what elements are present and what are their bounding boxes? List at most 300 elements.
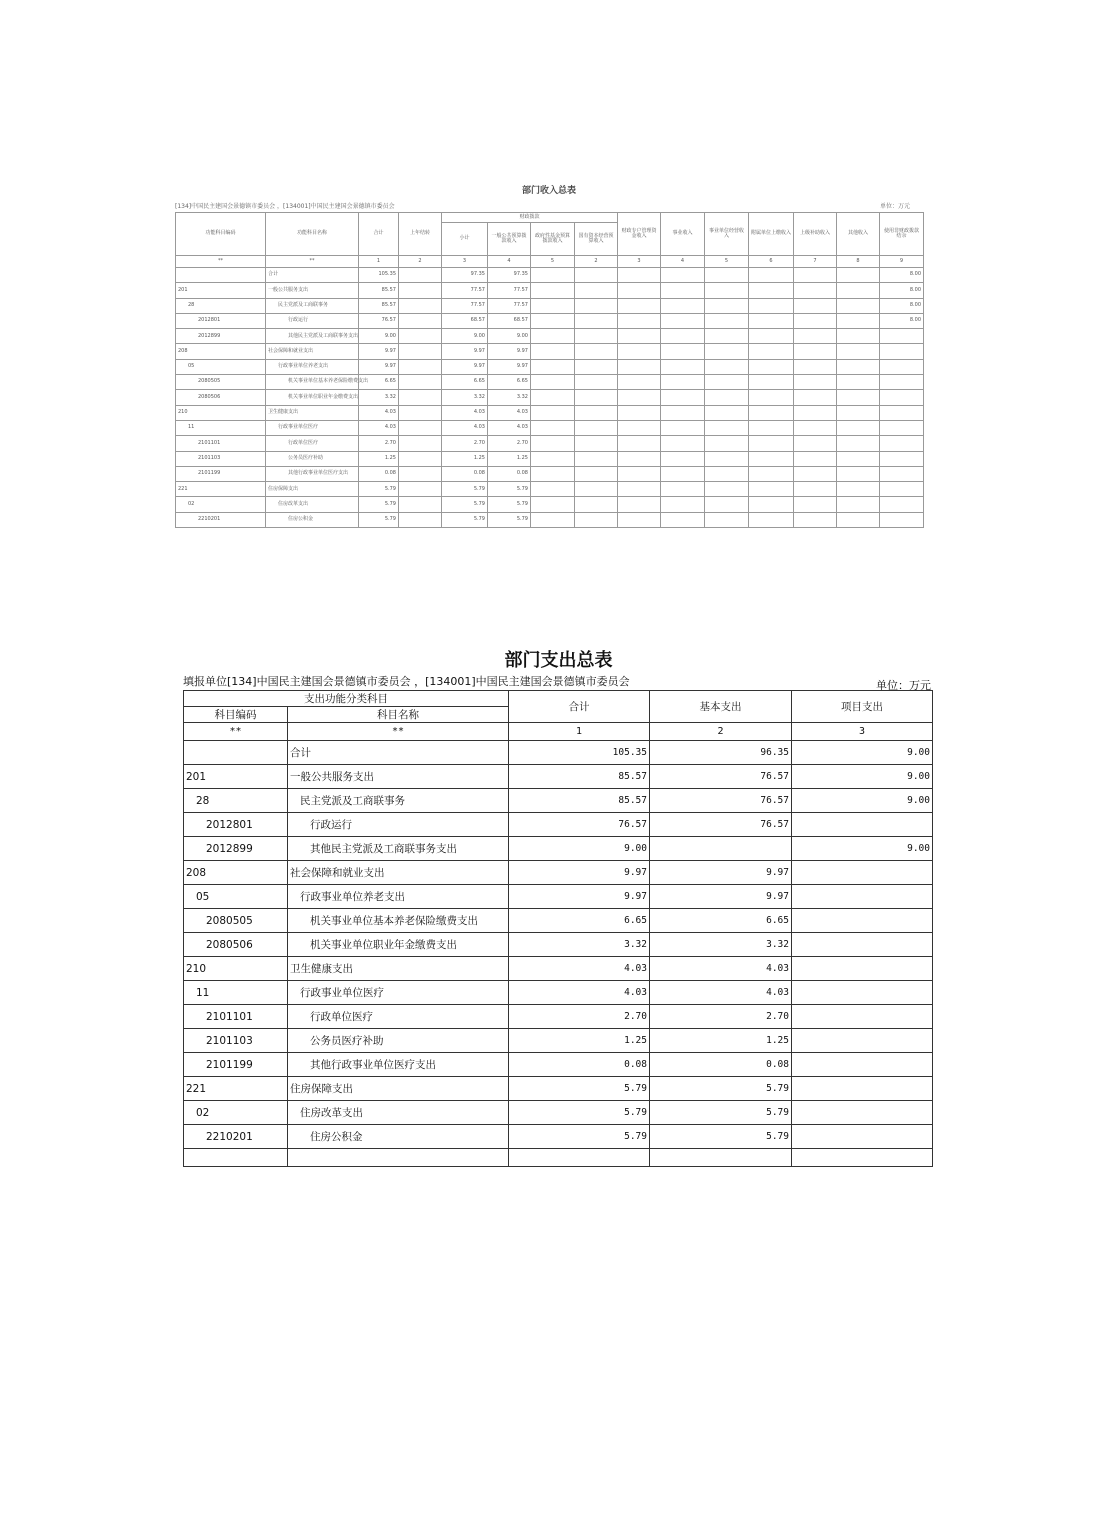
empty-cell: [575, 497, 618, 512]
carryover-cell: [399, 298, 442, 313]
surplus-cell: [880, 344, 924, 359]
empty-cell: [749, 283, 794, 298]
total-cell: 5.79: [359, 482, 399, 497]
empty-cell: [531, 313, 575, 328]
fiscal-subtotal-cell: 3.32: [442, 390, 488, 405]
general-budget-cell: 2.70: [488, 436, 531, 451]
empty-cell: [705, 329, 749, 344]
table-row: [176, 497, 924, 512]
index-cell: 9: [880, 256, 924, 268]
carryover-cell: [399, 313, 442, 328]
surplus-cell: 8.00: [880, 283, 924, 298]
empty-cell: [837, 313, 880, 328]
name-cell: 合计: [288, 741, 509, 765]
empty-cell: [650, 1149, 792, 1167]
index-cell: **: [288, 723, 509, 741]
name-cell: 住房保障支出: [288, 1077, 509, 1101]
empty-cell: [749, 329, 794, 344]
empty-cell: [794, 436, 837, 451]
code-cell: 201: [176, 283, 266, 298]
empty-cell: [837, 405, 880, 420]
carryover-cell: [399, 375, 442, 390]
empty-cell: [618, 512, 661, 527]
table-row: [184, 957, 933, 981]
table-row: [184, 837, 933, 861]
empty-cell: [661, 359, 705, 374]
carryover-cell: [399, 482, 442, 497]
empty-cell: [837, 375, 880, 390]
surplus-cell: [880, 436, 924, 451]
code-cell: 02: [176, 497, 266, 512]
table-row: [184, 741, 933, 765]
carryover-cell: [399, 420, 442, 435]
empty-cell: [705, 344, 749, 359]
empty-cell: [618, 436, 661, 451]
basic-cell: 5.79: [650, 1101, 792, 1125]
carryover-cell: [399, 405, 442, 420]
table-row: [176, 344, 924, 359]
index-cell: **: [266, 256, 359, 268]
table-row: [176, 298, 924, 313]
empty-cell: [575, 466, 618, 481]
total-cell: 3.32: [509, 933, 650, 957]
table-row: [176, 359, 924, 374]
empty-cell: [749, 466, 794, 481]
code-cell: 221: [184, 1077, 288, 1101]
surplus-cell: 8.00: [880, 313, 924, 328]
header-name: 功能科目名称: [266, 213, 359, 256]
total-cell: 5.79: [509, 1077, 650, 1101]
header-carryover: 上年结转: [399, 213, 442, 256]
total-cell: 4.03: [359, 405, 399, 420]
name-cell: 机关事业单位基本养老保险缴费支出: [288, 909, 509, 933]
empty-cell: [661, 497, 705, 512]
name-cell: 行政运行: [288, 813, 509, 837]
name-cell: 社会保障和就业支出: [266, 344, 359, 359]
total-cell: 2.70: [359, 436, 399, 451]
name-cell: 其他行政事业单位医疗支出: [266, 466, 359, 481]
general-budget-cell: 3.32: [488, 390, 531, 405]
total-cell: 4.03: [509, 957, 650, 981]
surplus-cell: [880, 329, 924, 344]
empty-cell: [661, 375, 705, 390]
code-cell: 05: [176, 359, 266, 374]
index-cell: 5: [531, 256, 575, 268]
project-cell: [792, 1077, 933, 1101]
code-cell: 2101199: [184, 1053, 288, 1077]
total-cell: 9.97: [509, 861, 650, 885]
code-cell: 208: [184, 861, 288, 885]
empty-cell: [837, 344, 880, 359]
empty-cell: [661, 482, 705, 497]
total-cell: 85.57: [509, 765, 650, 789]
expense-table: [183, 690, 933, 1167]
empty-cell: [531, 451, 575, 466]
name-cell: 行政单位医疗: [266, 436, 359, 451]
empty-cell: [794, 298, 837, 313]
total-cell: 105.35: [509, 741, 650, 765]
general-budget-cell: 5.79: [488, 497, 531, 512]
empty-cell: [575, 298, 618, 313]
table-row: [176, 390, 924, 405]
table-row: [184, 789, 933, 813]
code-cell: 2101103: [184, 1029, 288, 1053]
code-cell: 2080506: [176, 390, 266, 405]
project-cell: [792, 813, 933, 837]
table-row: [176, 466, 924, 481]
index-row: [176, 256, 924, 268]
empty-cell: [837, 436, 880, 451]
empty-cell: [661, 451, 705, 466]
table-row: [176, 313, 924, 328]
empty-cell: [794, 329, 837, 344]
index-cell: 5: [705, 256, 749, 268]
empty-cell: [705, 283, 749, 298]
surplus-cell: [880, 482, 924, 497]
empty-cell: [661, 436, 705, 451]
header-group: 支出功能分类科目: [184, 691, 509, 707]
project-cell: [792, 1053, 933, 1077]
empty-cell: [794, 268, 837, 283]
name-cell: 机关事业单位职业年金缴费支出: [288, 933, 509, 957]
surplus-cell: [880, 390, 924, 405]
code-cell: 11: [176, 420, 266, 435]
empty-cell: [531, 375, 575, 390]
code-cell: 210: [176, 405, 266, 420]
empty-cell: [575, 375, 618, 390]
empty-cell: [837, 512, 880, 527]
code-cell: 2210201: [184, 1125, 288, 1149]
empty-cell: [749, 436, 794, 451]
empty-cell: [661, 313, 705, 328]
table-row: [184, 765, 933, 789]
empty-cell: [618, 329, 661, 344]
index-cell: 8: [837, 256, 880, 268]
carryover-cell: [399, 390, 442, 405]
total-cell: 9.00: [509, 837, 650, 861]
empty-cell: [794, 466, 837, 481]
code-cell: 05: [184, 885, 288, 909]
basic-cell: 2.70: [650, 1005, 792, 1029]
total-cell: 2.70: [509, 1005, 650, 1029]
project-cell: [792, 1005, 933, 1029]
empty-cell: [661, 512, 705, 527]
code-cell: 2012899: [176, 329, 266, 344]
code-cell: 2101103: [176, 451, 266, 466]
basic-cell: 76.57: [650, 813, 792, 837]
basic-cell: 5.79: [650, 1125, 792, 1149]
total-cell: 5.79: [509, 1125, 650, 1149]
total-cell: 5.79: [359, 497, 399, 512]
general-budget-cell: 0.08: [488, 466, 531, 481]
index-cell: 1: [509, 723, 650, 741]
name-cell: 卫生健康支出: [288, 957, 509, 981]
general-budget-cell: 68.57: [488, 313, 531, 328]
total-cell: 6.65: [359, 375, 399, 390]
basic-cell: 6.65: [650, 909, 792, 933]
index-cell: 2: [650, 723, 792, 741]
table-row: [176, 436, 924, 451]
general-budget-cell: 4.03: [488, 405, 531, 420]
fiscal-subtotal-cell: 4.03: [442, 420, 488, 435]
total-cell: 105.35: [359, 268, 399, 283]
fiscal-subtotal-cell: 77.57: [442, 298, 488, 313]
code-cell: 28: [184, 789, 288, 813]
empty-cell: [749, 298, 794, 313]
fiscal-subtotal-cell: 6.65: [442, 375, 488, 390]
code-cell: 2012801: [176, 313, 266, 328]
empty-cell: [705, 268, 749, 283]
empty-cell: [661, 344, 705, 359]
name-cell: 其他民主党派及工商联事务支出: [288, 837, 509, 861]
name-cell: 卫生健康支出: [266, 405, 359, 420]
table-row: [184, 1101, 933, 1125]
basic-cell: 9.97: [650, 861, 792, 885]
empty-cell: [705, 298, 749, 313]
carryover-cell: [399, 436, 442, 451]
header-other: 其他收入: [837, 213, 880, 256]
empty-cell: [749, 390, 794, 405]
total-cell: 5.79: [509, 1101, 650, 1125]
surplus-cell: [880, 420, 924, 435]
empty-cell: [531, 283, 575, 298]
fiscal-subtotal-cell: 5.79: [442, 482, 488, 497]
table-row: [184, 909, 933, 933]
table-row: [176, 329, 924, 344]
carryover-cell: [399, 512, 442, 527]
basic-cell: 96.35: [650, 741, 792, 765]
empty-cell: [749, 344, 794, 359]
general-budget-cell: 9.97: [488, 359, 531, 374]
header-project: 项目支出: [792, 691, 933, 723]
total-cell: 9.97: [509, 885, 650, 909]
table-row: [176, 405, 924, 420]
empty-cell: [661, 283, 705, 298]
empty-cell: [837, 497, 880, 512]
empty-cell: [531, 436, 575, 451]
empty-cell: [837, 482, 880, 497]
surplus-cell: [880, 451, 924, 466]
code-cell: 11: [184, 981, 288, 1005]
carryover-cell: [399, 497, 442, 512]
name-cell: 机关事业单位职业年金缴费支出: [266, 390, 359, 405]
empty-cell: [661, 405, 705, 420]
empty-cell: [575, 436, 618, 451]
carryover-cell: [399, 359, 442, 374]
empty-cell: [705, 466, 749, 481]
total-cell: 5.79: [359, 512, 399, 527]
project-cell: [792, 1125, 933, 1149]
general-budget-cell: 1.25: [488, 451, 531, 466]
surplus-cell: [880, 405, 924, 420]
carryover-cell: [399, 466, 442, 481]
empty-cell: [837, 359, 880, 374]
empty-cell: [618, 375, 661, 390]
empty-cell: [794, 359, 837, 374]
general-budget-cell: 77.57: [488, 283, 531, 298]
empty-cell: [509, 1149, 650, 1167]
name-cell: 住房公积金: [266, 512, 359, 527]
basic-cell: 76.57: [650, 765, 792, 789]
income-table: [175, 212, 924, 528]
index-cell: 3: [442, 256, 488, 268]
surplus-cell: 8.00: [880, 268, 924, 283]
empty-cell: [705, 436, 749, 451]
header-other: 使用非财政拨款结余: [880, 213, 924, 256]
empty-cell: [575, 344, 618, 359]
empty-cell: [749, 497, 794, 512]
empty-cell: [531, 466, 575, 481]
header-fiscal-group: 财政拨款: [442, 213, 618, 223]
empty-cell: [794, 390, 837, 405]
general-budget-cell: 9.00: [488, 329, 531, 344]
name-cell: 行政事业单位医疗: [266, 420, 359, 435]
empty-cell: [618, 313, 661, 328]
project-cell: [792, 885, 933, 909]
empty-cell: [618, 451, 661, 466]
fiscal-subtotal-cell: 77.57: [442, 283, 488, 298]
name-cell: 合计: [266, 268, 359, 283]
code-cell: 208: [176, 344, 266, 359]
general-budget-cell: 77.57: [488, 298, 531, 313]
total-cell: 85.57: [359, 283, 399, 298]
project-cell: [792, 1101, 933, 1125]
table-row: [176, 482, 924, 497]
basic-cell: 4.03: [650, 957, 792, 981]
name-cell: 住房改革支出: [266, 497, 359, 512]
total-cell: 3.32: [359, 390, 399, 405]
name-cell: 行政事业单位养老支出: [288, 885, 509, 909]
surplus-cell: 8.00: [880, 298, 924, 313]
empty-cell: [531, 329, 575, 344]
fiscal-subtotal-cell: 0.08: [442, 466, 488, 481]
total-cell: 76.57: [359, 313, 399, 328]
empty-cell: [705, 420, 749, 435]
general-budget-cell: 5.79: [488, 482, 531, 497]
project-cell: [792, 909, 933, 933]
code-cell: 210: [184, 957, 288, 981]
empty-cell: [575, 268, 618, 283]
basic-cell: [650, 837, 792, 861]
code-cell: 2210201: [176, 512, 266, 527]
general-budget-cell: 6.65: [488, 375, 531, 390]
empty-cell: [792, 1149, 933, 1167]
empty-cell: [575, 512, 618, 527]
total-cell: 6.65: [509, 909, 650, 933]
empty-cell: [794, 512, 837, 527]
header-fiscal-sub: 一般公共预算拨款收入: [488, 223, 531, 256]
name-cell: 其他民主党派及工商联事务支出: [266, 329, 359, 344]
empty-cell: [618, 405, 661, 420]
empty-cell: [705, 482, 749, 497]
general-budget-cell: 9.97: [488, 344, 531, 359]
index-row: [184, 723, 933, 741]
empty-cell: [661, 466, 705, 481]
empty-cell: [705, 512, 749, 527]
general-budget-cell: 97.35: [488, 268, 531, 283]
basic-cell: 76.57: [650, 789, 792, 813]
index-cell: 2: [399, 256, 442, 268]
header-basic: 基本支出: [650, 691, 792, 723]
empty-cell: [794, 405, 837, 420]
total-cell: 4.03: [509, 981, 650, 1005]
income-table-unit-label: [134]中国民主建国会景德镇市委员会 ，[134001]中国民主建国会景德镇市委员会: [175, 203, 395, 210]
code-cell: 2080505: [184, 909, 288, 933]
basic-cell: 0.08: [650, 1053, 792, 1077]
name-cell: 住房保障支出: [266, 482, 359, 497]
table-row: [184, 813, 933, 837]
table-row: [184, 933, 933, 957]
fiscal-subtotal-cell: 1.25: [442, 451, 488, 466]
header-code: 科目编码: [184, 707, 288, 723]
empty-cell: [531, 344, 575, 359]
total-cell: 9.00: [359, 329, 399, 344]
basic-cell: 9.97: [650, 885, 792, 909]
header-name: 科目名称: [288, 707, 509, 723]
empty-cell: [749, 482, 794, 497]
empty-cell: [618, 420, 661, 435]
total-cell: 85.57: [359, 298, 399, 313]
empty-cell: [837, 298, 880, 313]
income-table-unit: 单位：万元: [880, 203, 911, 210]
table-row: [176, 512, 924, 527]
general-budget-cell: 4.03: [488, 420, 531, 435]
empty-cell: [705, 497, 749, 512]
empty-cell: [575, 420, 618, 435]
surplus-cell: [880, 359, 924, 374]
table-row: [184, 1077, 933, 1101]
index-cell: **: [184, 723, 288, 741]
empty-cell: [749, 512, 794, 527]
code-cell: [176, 268, 266, 283]
total-cell: 1.25: [509, 1029, 650, 1053]
empty-cell: [618, 283, 661, 298]
header-other: 附属单位上缴收入: [749, 213, 794, 256]
name-cell: 行政运行: [266, 313, 359, 328]
empty-cell: [575, 329, 618, 344]
empty-cell: [618, 344, 661, 359]
name-cell: 公务员医疗补助: [288, 1029, 509, 1053]
empty-cell: [661, 329, 705, 344]
empty-cell: [184, 1149, 288, 1167]
name-cell: 一般公共服务支出: [288, 765, 509, 789]
fiscal-subtotal-cell: 9.97: [442, 359, 488, 374]
empty-cell: [618, 359, 661, 374]
empty-cell: [837, 283, 880, 298]
empty-cell: [531, 420, 575, 435]
carryover-cell: [399, 268, 442, 283]
header-total: 合计: [509, 691, 650, 723]
empty-cell: [618, 466, 661, 481]
header-other: 财政专户管理资金收入: [618, 213, 661, 256]
total-cell: 0.08: [509, 1053, 650, 1077]
project-cell: [792, 957, 933, 981]
empty-cell: [794, 451, 837, 466]
carryover-cell: [399, 329, 442, 344]
empty-cell: [618, 390, 661, 405]
total-cell: 1.25: [359, 451, 399, 466]
fiscal-subtotal-cell: 5.79: [442, 512, 488, 527]
empty-cell: [837, 420, 880, 435]
empty-cell: [531, 497, 575, 512]
header-code: 功能科目编码: [176, 213, 266, 256]
name-cell: 行政单位医疗: [288, 1005, 509, 1029]
empty-cell: [575, 283, 618, 298]
project-cell: [792, 981, 933, 1005]
empty-cell: [661, 420, 705, 435]
header-other: 事业收入: [661, 213, 705, 256]
table-row: [184, 1053, 933, 1077]
